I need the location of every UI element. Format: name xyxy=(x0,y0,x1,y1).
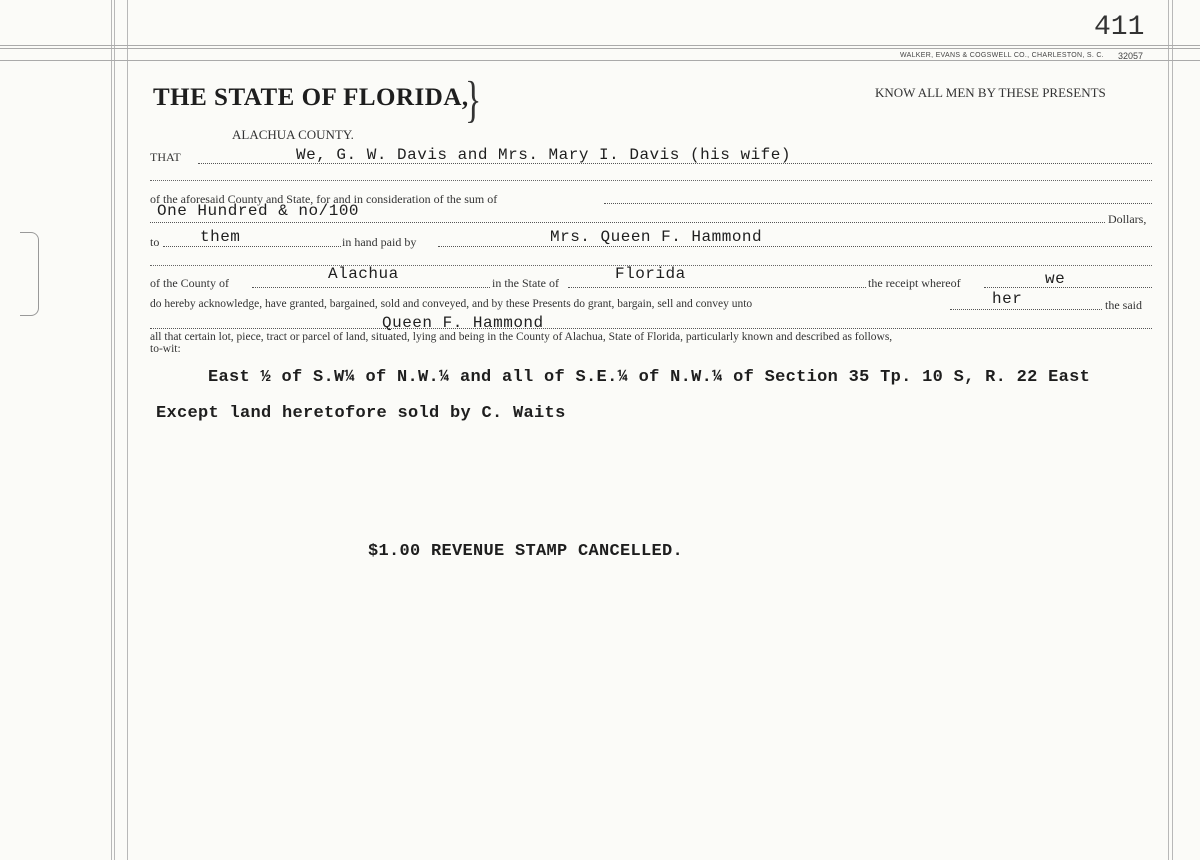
top-rule-inner xyxy=(0,48,1200,49)
consideration-line xyxy=(604,203,1152,204)
blank-line-1 xyxy=(150,180,1152,181)
paid-by-line xyxy=(438,246,1152,247)
printer-imprint: WALKER, EVANS & COGSWELL CO., CHARLESTON, S. C. xyxy=(900,52,1104,59)
top-rule-lower xyxy=(0,60,1200,61)
land-text-line-1: all that certain lot, piece, tract or parcel of land, situated, lying and being in the County of Alachua, State of Florida, particularly known and described as follows, xyxy=(150,331,893,343)
grantee-pronoun-line xyxy=(950,309,1102,310)
page-number: 411 xyxy=(1094,12,1145,43)
top-rule xyxy=(0,45,1200,46)
the-said-label: the said xyxy=(1105,298,1142,312)
grantee-line xyxy=(150,328,1152,329)
state-line xyxy=(568,287,866,288)
state-of-label: in the State of xyxy=(492,276,559,290)
receipt-label: the receipt whereof xyxy=(868,276,961,290)
land-description-2: Except land heretofore sold by C. Waits xyxy=(156,404,566,423)
right-margin-line xyxy=(1168,0,1169,860)
paid-to-line xyxy=(163,246,341,247)
paid-to: them xyxy=(200,228,241,246)
dollars-label: Dollars, xyxy=(1108,212,1147,226)
amount-line xyxy=(150,222,1105,223)
land-description-1: East ½ of S.W¼ of N.W.¼ and all of S.E.¼ of N.W.¼ of Section 35 Tp. 10 S, R. 22 East xyxy=(208,368,1091,387)
binder-hole xyxy=(20,232,39,316)
county: Alachua xyxy=(328,265,399,283)
paid-by-label: in hand paid by xyxy=(342,235,417,249)
grantors: We, G. W. Davis and Mrs. Mary I. Davis (his wife) xyxy=(296,146,791,164)
paid-by: Mrs. Queen F. Hammond xyxy=(550,228,763,246)
grantee-pronoun: her xyxy=(992,290,1023,308)
that-label: THAT xyxy=(150,150,181,164)
land-text-line-2: to-wit: xyxy=(150,343,181,355)
state-title: THE STATE OF FLORIDA, xyxy=(153,84,469,111)
revenue-stamp-note: $1.00 REVENUE STAMP CANCELLED. xyxy=(368,542,684,561)
brace-mark: } xyxy=(465,72,482,128)
receipt-line xyxy=(984,287,1152,288)
know-all-men: KNOW ALL MEN BY THESE PRESENTS xyxy=(875,85,1106,100)
acknowledge-text: do hereby acknowledge, have granted, bargained, sold and conveyed, and by these Presents do grant, bargain, sell and convey unto xyxy=(150,298,753,310)
left-margin-line-inner xyxy=(114,0,115,860)
form-number: 32057 xyxy=(1118,51,1144,61)
left-margin-line-third xyxy=(127,0,128,860)
to-label: to xyxy=(150,235,160,249)
right-margin-line-inner xyxy=(1172,0,1173,860)
left-margin-line xyxy=(111,0,112,860)
county-line xyxy=(252,287,490,288)
receipt-who: we xyxy=(1045,270,1066,288)
county-of-label: of the County of xyxy=(150,276,229,290)
grantee: Queen F. Hammond xyxy=(382,314,544,332)
county-label: ALACHUA COUNTY. xyxy=(232,127,354,142)
consideration-label: of the aforesaid County and State, for and in consideration of the sum of xyxy=(150,192,498,206)
amount: One Hundred & no/100 xyxy=(157,202,360,220)
state: Florida xyxy=(615,265,686,283)
